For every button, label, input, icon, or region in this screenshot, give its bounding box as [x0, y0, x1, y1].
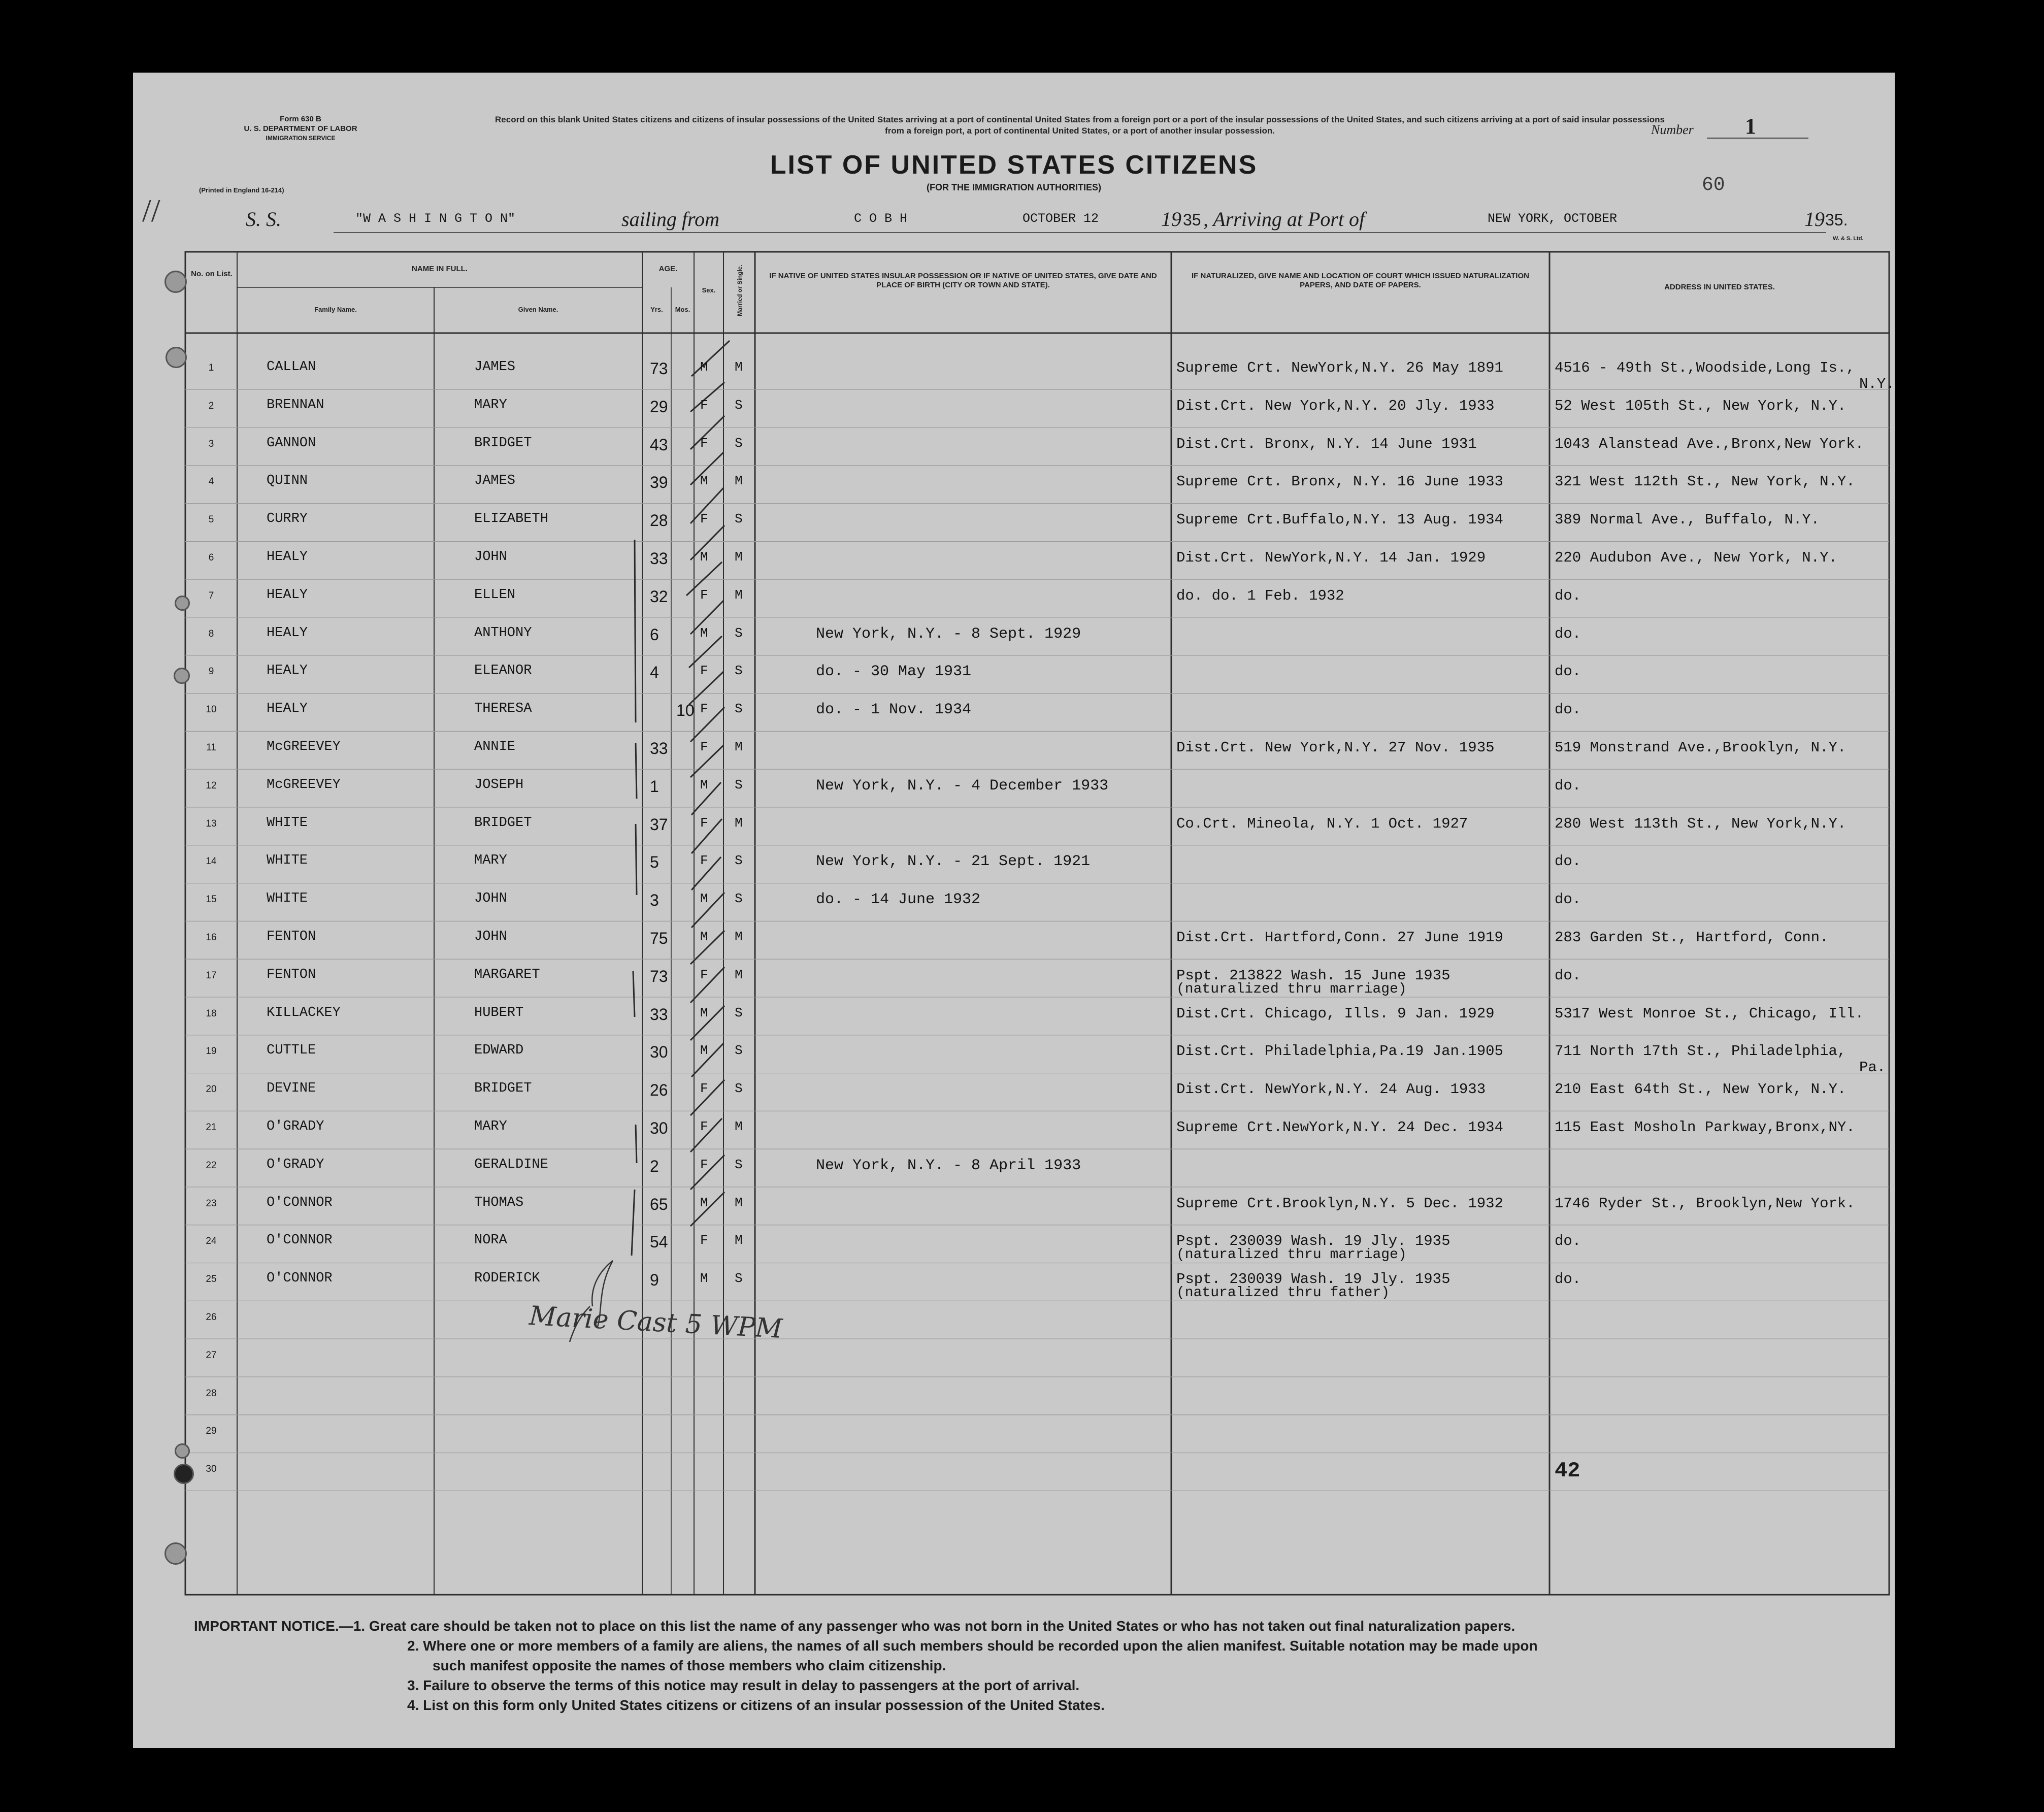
cell-sex: M	[700, 929, 708, 944]
cell-addr: 389 Normal Ave., Buffalo, N.Y.	[1555, 511, 1820, 529]
notice-item-3: 3. Failure to observe the terms of this notice may result in delay to passengers at the port of arrival.	[407, 1677, 1080, 1693]
cell-sex: M	[700, 1043, 708, 1059]
punch-hole	[166, 347, 187, 368]
col-address: ADDRESS IN UNITED STATES.	[1664, 283, 1775, 291]
cell-addr: do.	[1555, 891, 1581, 908]
cell-ms: M	[735, 1119, 743, 1134]
cell-yrs: 33	[650, 549, 668, 568]
col-married: Married or Single.	[736, 265, 743, 316]
cell-sex: M	[700, 1005, 708, 1020]
col-mos: Mos.	[675, 306, 690, 313]
cell-addr: do.	[1555, 625, 1581, 642]
cell-nat: Dist.Crt. Chicago, Ills. 9 Jan. 1929	[1176, 1005, 1495, 1022]
cell-birth: do. - 14 June 1932	[816, 891, 981, 909]
row-number: 25	[206, 1274, 217, 1285]
stamp-number: 60	[1702, 174, 1725, 196]
cell-given: RODERICK	[474, 1271, 540, 1287]
cell-sex: F	[700, 1157, 708, 1172]
cell-ms: S	[735, 1005, 743, 1020]
cell-family: HEALY	[267, 587, 308, 603]
cell-family: FENTON	[267, 929, 316, 944]
cell-ms: M	[735, 473, 743, 489]
arr-year: 35.	[1825, 211, 1848, 229]
cell-sex: F	[700, 435, 708, 451]
cell-birth: New York, N.Y. - 21 Sept. 1921	[816, 853, 1091, 871]
cell-yrs: 33	[650, 739, 668, 757]
row-number: 23	[206, 1198, 217, 1209]
cell-nat: Supreme Crt.NewYork,N.Y. 24 Dec. 1934	[1176, 1119, 1503, 1136]
cell-family: O'CONNOR	[267, 1271, 333, 1287]
cell-ms: S	[735, 397, 743, 413]
row-number: 4	[208, 476, 214, 487]
margin-mark: //	[142, 192, 160, 228]
ss-label: S. S.	[246, 208, 281, 230]
cell-family: CALLAN	[267, 359, 316, 375]
cell-addr: 220 Audubon Ave., New York, N.Y.	[1555, 549, 1837, 566]
cell-addr: 1746 Ryder St., Brooklyn,New York.	[1555, 1195, 1855, 1212]
cell-yrs: 2	[650, 1157, 659, 1175]
cell-ms: M	[735, 1233, 743, 1248]
cell-given: BRIDGET	[474, 1081, 532, 1097]
cell-nat: Dist.Crt. Bronx, N.Y. 14 June 1931	[1176, 435, 1477, 452]
cell-addr: 52 West 105th St., New York, N.Y.	[1555, 397, 1847, 414]
cell-sex: F	[700, 1081, 708, 1097]
cell-given: HUBERT	[474, 1005, 524, 1020]
cell-yrs: 54	[650, 1233, 668, 1251]
cell-nat: Pspt. 230039 Wash. 19 Jly. 1935	[1176, 1271, 1450, 1288]
punch-hole	[175, 1443, 190, 1459]
cell-yrs: 73	[650, 967, 668, 985]
cell-given: JOSEPH	[474, 777, 524, 793]
cell-given: MARY	[474, 853, 507, 869]
cell-yrs: 30	[650, 1043, 668, 1062]
col-given: Given Name.	[518, 306, 558, 313]
cell-sex: F	[700, 967, 708, 982]
cell-nat: Supreme Crt. Bronx, N.Y. 16 June 1933	[1176, 473, 1503, 490]
row-number: 3	[208, 438, 214, 449]
cell-addr: do.	[1555, 853, 1581, 870]
cell-family: HEALY	[267, 625, 308, 641]
page-subtitle: (FOR THE IMMIGRATION AUTHORITIES)	[927, 182, 1101, 192]
cell-family: HEALY	[267, 663, 308, 679]
row-number: 29	[206, 1426, 217, 1437]
cell-addr: do.	[1555, 663, 1581, 680]
printed-note: (Printed in England 16-214)	[199, 186, 284, 194]
cell-sex: M	[700, 1195, 708, 1210]
notice-item-2-cont: such manifest opposite the names of those members who claim citizenship.	[433, 1658, 946, 1673]
col-family: Family Name.	[314, 306, 357, 313]
cell-given: ANNIE	[474, 739, 516, 754]
cell-yrs: 5	[650, 853, 659, 872]
cell-nat: Pspt. 213822 Wash. 15 June 1935	[1176, 967, 1450, 984]
cell-birth: do. - 1 Nov. 1934	[816, 701, 972, 719]
row-number: 12	[206, 780, 217, 791]
cell-given: ELEANOR	[474, 663, 532, 679]
cell-addr: 5317 West Monroe St., Chicago, Ill.	[1555, 1005, 1864, 1022]
cell-addr: 1043 Alanstead Ave.,Bronx,New York.	[1555, 435, 1864, 452]
cell-addr: do.	[1555, 777, 1581, 794]
cell-addr: do.	[1555, 967, 1581, 984]
cell-family: WHITE	[267, 853, 308, 869]
notice-item-2: 2. Where one or more members of a family are aliens, the names of all such members should be recorded upon the alien manifest. Suitable notation may be made upon	[407, 1638, 1538, 1654]
cell-sex: F	[700, 587, 708, 603]
cell-family: McGREEVEY	[267, 739, 341, 754]
cell-given: JOHN	[474, 891, 507, 907]
arr-year-prefix: 19	[1804, 208, 1825, 230]
cell-nat: Supreme Crt.Brooklyn,N.Y. 5 Dec. 1932	[1176, 1195, 1503, 1212]
cell-sex: M	[700, 777, 708, 793]
cell-nat: Dist.Crt. New York,N.Y. 27 Nov. 1935	[1176, 739, 1495, 756]
cell-addr: 321 West 112th St., New York, N.Y.	[1555, 473, 1855, 490]
punch-hole	[164, 1542, 187, 1565]
cell-ms: M	[735, 359, 743, 375]
cell-given: THERESA	[474, 701, 532, 717]
cell-yrs: 4	[650, 663, 659, 682]
cell-sex: F	[700, 1119, 708, 1134]
cell-yrs: 75	[650, 929, 668, 947]
cell-addr: 115 East Mosholn Parkway,Bronx,NY.	[1555, 1119, 1855, 1136]
cell-yrs: 9	[650, 1271, 659, 1290]
cell-family: O'GRADY	[267, 1157, 324, 1172]
row-number: 1	[208, 363, 214, 373]
cell-given: ELIZABETH	[474, 511, 548, 527]
from-port: C O B H	[854, 211, 908, 226]
cell-addr: do.	[1555, 701, 1581, 718]
cell-sex: M	[700, 625, 708, 641]
cell-nat: Supreme Crt. NewYork,N.Y. 26 May 1891	[1176, 359, 1503, 376]
row-number: 2	[208, 400, 214, 411]
row-number: 28	[206, 1388, 217, 1399]
form-number: Form 630 B	[280, 115, 321, 123]
number-label: Number	[1651, 122, 1694, 137]
row-number: 24	[206, 1236, 217, 1247]
cell-sex: F	[700, 397, 708, 413]
punch-hole	[174, 668, 190, 684]
row-number: 5	[208, 514, 214, 525]
cell-addr: 210 East 64th St., New York, N.Y.	[1555, 1081, 1847, 1098]
cell-sex: M	[700, 1271, 708, 1287]
cell-birth: New York, N.Y. - 8 Sept. 1929	[816, 625, 1081, 643]
cell-given: MARGARET	[474, 967, 540, 982]
cell-sex: F	[700, 853, 708, 869]
col-sex: Sex.	[702, 286, 716, 294]
punch-hole	[164, 271, 187, 293]
cell-yrs: 6	[650, 625, 659, 644]
row-number: 14	[206, 856, 217, 867]
cell-addr: 519 Monstrand Ave.,Brooklyn, N.Y.	[1555, 739, 1847, 756]
cell-given: MARY	[474, 397, 507, 413]
row-number: 7	[208, 590, 214, 601]
cell-family: QUINN	[267, 473, 308, 489]
cell-given: BRIDGET	[474, 435, 532, 451]
important-notice	[194, 1616, 1869, 1715]
cell-birth: New York, N.Y. - 8 April 1933	[816, 1157, 1081, 1174]
cell-sex: F	[700, 1233, 708, 1248]
service: IMMIGRATION SERVICE	[266, 135, 336, 142]
row-number: 10	[206, 704, 217, 715]
table-grid	[133, 73, 1895, 1748]
cell-nat2: (naturalized thru father)	[1176, 1285, 1390, 1301]
col-no: No. on List.	[191, 270, 233, 278]
page-number: 42	[1555, 1459, 1580, 1483]
manifest-page	[133, 73, 1895, 1748]
cell-given: JAMES	[474, 359, 516, 375]
row-number: 13	[206, 818, 217, 829]
notice-item-1: 1. Great care should be taken not to place on this list the name of any passenger who was not born in the United States or who has not taken out final naturalization papers.	[353, 1618, 1515, 1634]
cell-birth: do. - 30 May 1931	[816, 663, 972, 681]
col-age: AGE.	[658, 265, 678, 273]
cell-addr2: N.Y.	[1859, 376, 1895, 392]
cell-ms: M	[735, 815, 743, 831]
notice-item-4: 4. List on this form only United States citizens or citizens of an insular possession of the United States.	[407, 1697, 1105, 1713]
arriving-label: , Arriving at Port of	[1203, 208, 1365, 230]
cell-family: O'GRADY	[267, 1119, 324, 1134]
cell-given: THOMAS	[474, 1195, 524, 1210]
row-number: 27	[206, 1349, 217, 1361]
cell-nat: Dist.Crt. Hartford,Conn. 27 June 1919	[1176, 929, 1503, 946]
cell-family: McGREEVEY	[267, 777, 341, 793]
cell-ms: M	[735, 1195, 743, 1210]
cell-ms: S	[735, 625, 743, 641]
cell-family: DEVINE	[267, 1081, 316, 1097]
cell-nat: Dist.Crt. NewYork,N.Y. 24 Aug. 1933	[1176, 1081, 1486, 1098]
cell-nat: Dist.Crt. NewYork,N.Y. 14 Jan. 1929	[1176, 549, 1486, 566]
cell-ms: S	[735, 1043, 743, 1059]
cell-ms: S	[735, 1081, 743, 1097]
cell-sex: F	[700, 701, 708, 717]
cell-given: JAMES	[474, 473, 516, 489]
cell-given: GERALDINE	[474, 1157, 548, 1172]
cell-nat: do. do. 1 Feb. 1932	[1176, 587, 1344, 604]
cell-yrs: 3	[650, 891, 659, 910]
cell-nat2: (naturalized thru marriage)	[1176, 1247, 1407, 1263]
cell-given: MARY	[474, 1119, 507, 1134]
cell-ms: S	[735, 663, 743, 679]
cell-given: JOHN	[474, 549, 507, 565]
cell-yrs: 33	[650, 1005, 668, 1024]
cell-yrs: 26	[650, 1081, 668, 1100]
sail-year-prefix: 19	[1161, 208, 1181, 230]
cell-family: BRENNAN	[267, 397, 324, 413]
row-number: 9	[208, 666, 214, 677]
col-name-in-full: NAME IN FULL.	[412, 265, 468, 273]
cell-nat: Pspt. 230039 Wash. 19 Jly. 1935	[1176, 1233, 1450, 1250]
cell-ms: S	[735, 1157, 743, 1172]
col-insular: IF NATIVE OF UNITED STATES INSULAR POSSESSION OR IF NATIVE OF UNITED STATES, GIVE DATE AND PLACE OF BIRTH (CITY OR TOWN AND STATE).	[769, 272, 1157, 289]
cell-sex: M	[700, 473, 708, 489]
cell-given: BRIDGET	[474, 815, 532, 831]
cell-ms: S	[735, 777, 743, 793]
row-number: 18	[206, 1008, 217, 1019]
cell-sex: F	[700, 815, 708, 831]
row-number: 17	[206, 970, 217, 981]
col-naturalized: IF NATURALIZED, GIVE NAME AND LOCATION OF COURT WHICH ISSUED NATURALIZATION PAPERS, AND DATE OF PAPERS.	[1192, 272, 1529, 289]
row-number: 20	[206, 1084, 217, 1095]
cell-nat: Dist.Crt. New York,N.Y. 20 Jly. 1933	[1176, 397, 1495, 414]
sailing-label: sailing from	[621, 208, 719, 230]
row-number: 15	[206, 894, 217, 905]
cell-yrs: 1	[650, 777, 659, 796]
sail-year: 35	[1183, 211, 1201, 229]
cell-ms: S	[735, 701, 743, 717]
cell-addr2: Pa.	[1859, 1059, 1886, 1076]
row-number: 22	[206, 1160, 217, 1171]
cell-family: HEALY	[267, 701, 308, 717]
cell-nat: Supreme Crt.Buffalo,N.Y. 13 Aug. 1934	[1176, 511, 1503, 529]
cell-yrs: 43	[650, 435, 668, 454]
cell-family: FENTON	[267, 967, 316, 982]
cell-family: O'CONNOR	[267, 1233, 333, 1248]
cell-addr: 711 North 17th St., Philadelphia,	[1555, 1043, 1847, 1060]
cell-family: GANNON	[267, 435, 316, 451]
cell-yrs: 30	[650, 1119, 668, 1137]
cell-addr: do.	[1555, 1233, 1581, 1250]
cell-given: ELLEN	[474, 587, 516, 603]
punch-hole	[175, 596, 190, 611]
page-title: LIST OF UNITED STATES CITIZENS	[770, 150, 1258, 180]
cell-addr: 283 Garden St., Hartford, Conn.	[1555, 929, 1829, 946]
cell-ms: S	[735, 435, 743, 451]
cell-sex: M	[700, 549, 708, 565]
printer-mark: W. & S. Ltd.	[1833, 236, 1864, 242]
handwritten-note: Marie Cast 5 WPM	[528, 1300, 783, 1345]
cell-sex: F	[700, 511, 708, 527]
cell-nat: Dist.Crt. Philadelphia,Pa.19 Jan.1905	[1176, 1043, 1503, 1060]
row-number: 16	[206, 932, 217, 943]
cell-given: NORA	[474, 1233, 507, 1248]
cell-nat: Co.Crt. Mineola, N.Y. 1 Oct. 1927	[1176, 815, 1468, 832]
cell-ms: M	[735, 739, 743, 754]
cell-ms: M	[735, 929, 743, 944]
cell-family: KILLACKEY	[267, 1005, 341, 1020]
cell-birth: New York, N.Y. - 4 December 1933	[816, 777, 1109, 795]
cell-yrs: 28	[650, 511, 668, 530]
cell-sex: M	[700, 891, 708, 907]
cell-family: CURRY	[267, 511, 308, 527]
cell-given: JOHN	[474, 929, 507, 944]
department: U. S. DEPARTMENT OF LABOR	[244, 124, 357, 133]
col-yrs: Yrs.	[650, 306, 663, 313]
cell-family: O'CONNOR	[267, 1195, 333, 1210]
arrival-port: NEW YORK, OCTOBER	[1488, 211, 1618, 226]
cell-ms: M	[735, 967, 743, 982]
row-number: 26	[206, 1312, 217, 1323]
cell-ms: S	[735, 891, 743, 907]
cell-sex: M	[700, 359, 708, 375]
cell-yrs: 29	[650, 397, 668, 416]
row-number: 6	[208, 552, 214, 563]
ship-name: "W A S H I N G T O N"	[355, 211, 516, 226]
row-number: 21	[206, 1122, 217, 1133]
cell-addr: 4516 - 49th St.,Woodside,Long Is.,	[1555, 359, 1855, 376]
notice-heading: IMPORTANT NOTICE.—	[194, 1618, 353, 1634]
cell-family: WHITE	[267, 891, 308, 907]
row-number: 30	[206, 1464, 217, 1475]
cell-yrs: 37	[650, 815, 668, 834]
sail-date: OCTOBER 12	[1023, 211, 1099, 226]
cell-yrs: 65	[650, 1195, 668, 1213]
cell-ms: S	[735, 853, 743, 869]
cell-yrs: 32	[650, 587, 668, 606]
cell-nat2: (naturalized thru marriage)	[1176, 981, 1407, 997]
cell-ms: S	[735, 511, 743, 527]
cell-sex: F	[700, 663, 708, 679]
cell-given: EDWARD	[474, 1043, 524, 1059]
cell-family: HEALY	[267, 549, 308, 565]
cell-addr: 280 West 113th St., New York,N.Y.	[1555, 815, 1847, 832]
cell-given: ANTHONY	[474, 625, 532, 641]
cell-yrs: 39	[650, 473, 668, 492]
intro-text: Record on this blank United States citizens and citizens of insular possessions of the United States arriving at a port of continental United States from a foreign port or a port of the insular possessions of the United States, and such citizens arriving at a port of said insular possessions from a foreign port, a port of continental United States, or a port of another insular possession.	[495, 115, 1665, 136]
number-value: 1	[1745, 114, 1756, 139]
cell-sex: F	[700, 739, 708, 754]
cell-yrs: 73	[650, 359, 668, 378]
cell-mos: 10	[676, 701, 695, 720]
row-number: 11	[206, 742, 216, 753]
cell-family: WHITE	[267, 815, 308, 831]
cell-family: CUTTLE	[267, 1043, 316, 1059]
row-number: 19	[206, 1046, 217, 1057]
cell-ms: S	[735, 1271, 743, 1287]
cell-addr: do.	[1555, 587, 1581, 604]
cell-ms: M	[735, 549, 743, 565]
cell-ms: M	[735, 587, 743, 603]
punch-hole	[174, 1464, 194, 1484]
cell-addr: do.	[1555, 1271, 1581, 1288]
row-number: 8	[208, 628, 214, 639]
